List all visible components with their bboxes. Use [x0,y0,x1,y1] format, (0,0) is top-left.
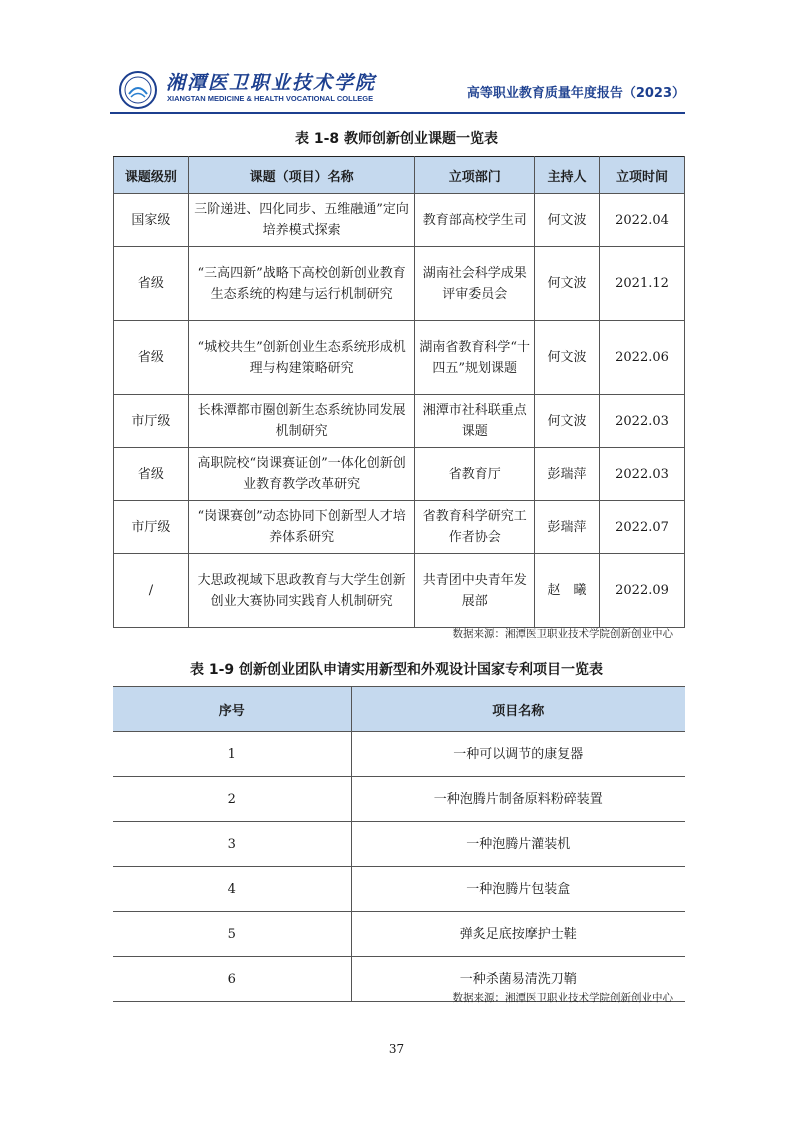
table-row [114,321,685,395]
cell-date: 2021.12 [600,247,685,321]
table2-caption: 表 1-9 创新创业团队申请实用新型和外观设计国家专利项目一览表 [189,662,604,678]
cell-project: 一种可以调节的康复器 [351,732,685,777]
cell-host: 彭瑞萍 [535,501,600,554]
cell-level: 省级 [114,247,189,321]
cell-dept: 共青团中央青年发展部 [415,554,535,628]
cell-name: “三高四新”战略下高校创新创业教育生态系统的构建与运行机制研究 [188,247,414,321]
cell-host: 何文波 [535,395,600,448]
cell-no: 3 [113,822,351,867]
cell-date: 2022.04 [600,194,685,247]
cell-dept: 湖南社会科学成果评审委员会 [415,247,535,321]
page-header [110,62,685,110]
cell-level: 市厅级 [114,395,189,448]
cell-date: 2022.09 [600,554,685,628]
col-header-no: 序号 [113,687,351,732]
table-row [113,732,685,777]
cell-level: 省级 [114,321,189,395]
cell-date: 2022.07 [600,501,685,554]
cell-name: 长株潭都市圈创新生态系统协同发展机制研究 [188,395,414,448]
cell-no: 2 [113,777,351,822]
cell-no: 4 [113,867,351,912]
table-row [113,867,685,912]
cell-name: 大思政视域下思政教育与大学生创新创业大赛协同实践育人机制研究 [188,554,414,628]
cell-host: 赵 曦 [535,554,600,628]
cell-project: 弹炙足底按摩护士鞋 [351,912,685,957]
table-row [113,912,685,957]
table-row [114,395,685,448]
cell-project: 一种杀菌易清洗刀鞘 [351,957,685,1002]
cell-host: 何文波 [535,321,600,395]
col-header-level: 课题级别 [114,157,189,194]
col-header-host: 主持人 [535,157,600,194]
table-row [114,554,685,628]
table2-source-note: 数据来源：湘潭医卫职业技术学院创新创业中心 [452,992,673,1004]
cell-host: 彭瑞萍 [535,448,600,501]
table1-caption: 表 1-8 教师创新创业课题一览表 [294,131,499,147]
page-number: 37 [388,1042,405,1056]
report-title: 高等职业教育质量年度报告（2023） [466,86,685,101]
cell-no: 6 [113,957,351,1002]
cell-no: 1 [113,732,351,777]
patent-projects-table [113,686,685,1002]
table-row [114,247,685,321]
cell-no: 5 [113,912,351,957]
cell-level: 省级 [114,448,189,501]
cell-name: 三阶递进、四化同步、五维融通”定向培养模式探索 [188,194,414,247]
teacher-projects-table [113,156,685,628]
school-emblem-icon [118,70,158,110]
cell-host: 何文波 [535,194,600,247]
cell-name: “城校共生”创新创业生态系统形成机理与构建策略研究 [188,321,414,395]
school-name-en: XIANGTAN MEDICINE & HEALTH VOCATIONAL COLLEGE [167,94,374,103]
cell-level: 国家级 [114,194,189,247]
col-header-project: 项目名称 [351,687,685,732]
cell-dept: 省教育厅 [415,448,535,501]
col-header-date: 立项时间 [600,157,685,194]
cell-name: “岗课赛创”动态协同下创新型人才培养体系研究 [188,501,414,554]
cell-level: 市厅级 [114,501,189,554]
cell-dept: 湖南省教育科学“十四五”规划课题 [415,321,535,395]
cell-host: 何文波 [535,247,600,321]
cell-date: 2022.06 [600,321,685,395]
school-logo [110,62,377,110]
cell-level: / [114,554,189,628]
col-header-dept: 立项部门 [415,157,535,194]
cell-project: 一种泡腾片包装盒 [351,867,685,912]
cell-dept: 湘潭市社科联重点课题 [415,395,535,448]
table1-source-note: 数据来源：湘潭医卫职业技术学院创新创业中心 [452,628,673,640]
table-row [113,777,685,822]
table-header-row [113,687,685,732]
header-divider [110,112,685,114]
cell-name: 高职院校“岗课赛证创”一体化创新创业教育教学改革研究 [188,448,414,501]
school-name-cn: 湘潭医卫职业技术学院 [166,72,377,94]
table-row [114,501,685,554]
table-header-row [114,157,685,194]
table-row [114,448,685,501]
cell-project: 一种泡腾片制备原料粉碎装置 [351,777,685,822]
cell-date: 2022.03 [600,448,685,501]
col-header-name: 课题（项目）名称 [188,157,414,194]
cell-dept: 省教育科学研究工作者协会 [415,501,535,554]
cell-date: 2022.03 [600,395,685,448]
cell-project: 一种泡腾片灌装机 [351,822,685,867]
cell-dept: 教育部高校学生司 [415,194,535,247]
table-row [114,194,685,247]
table-row [113,822,685,867]
